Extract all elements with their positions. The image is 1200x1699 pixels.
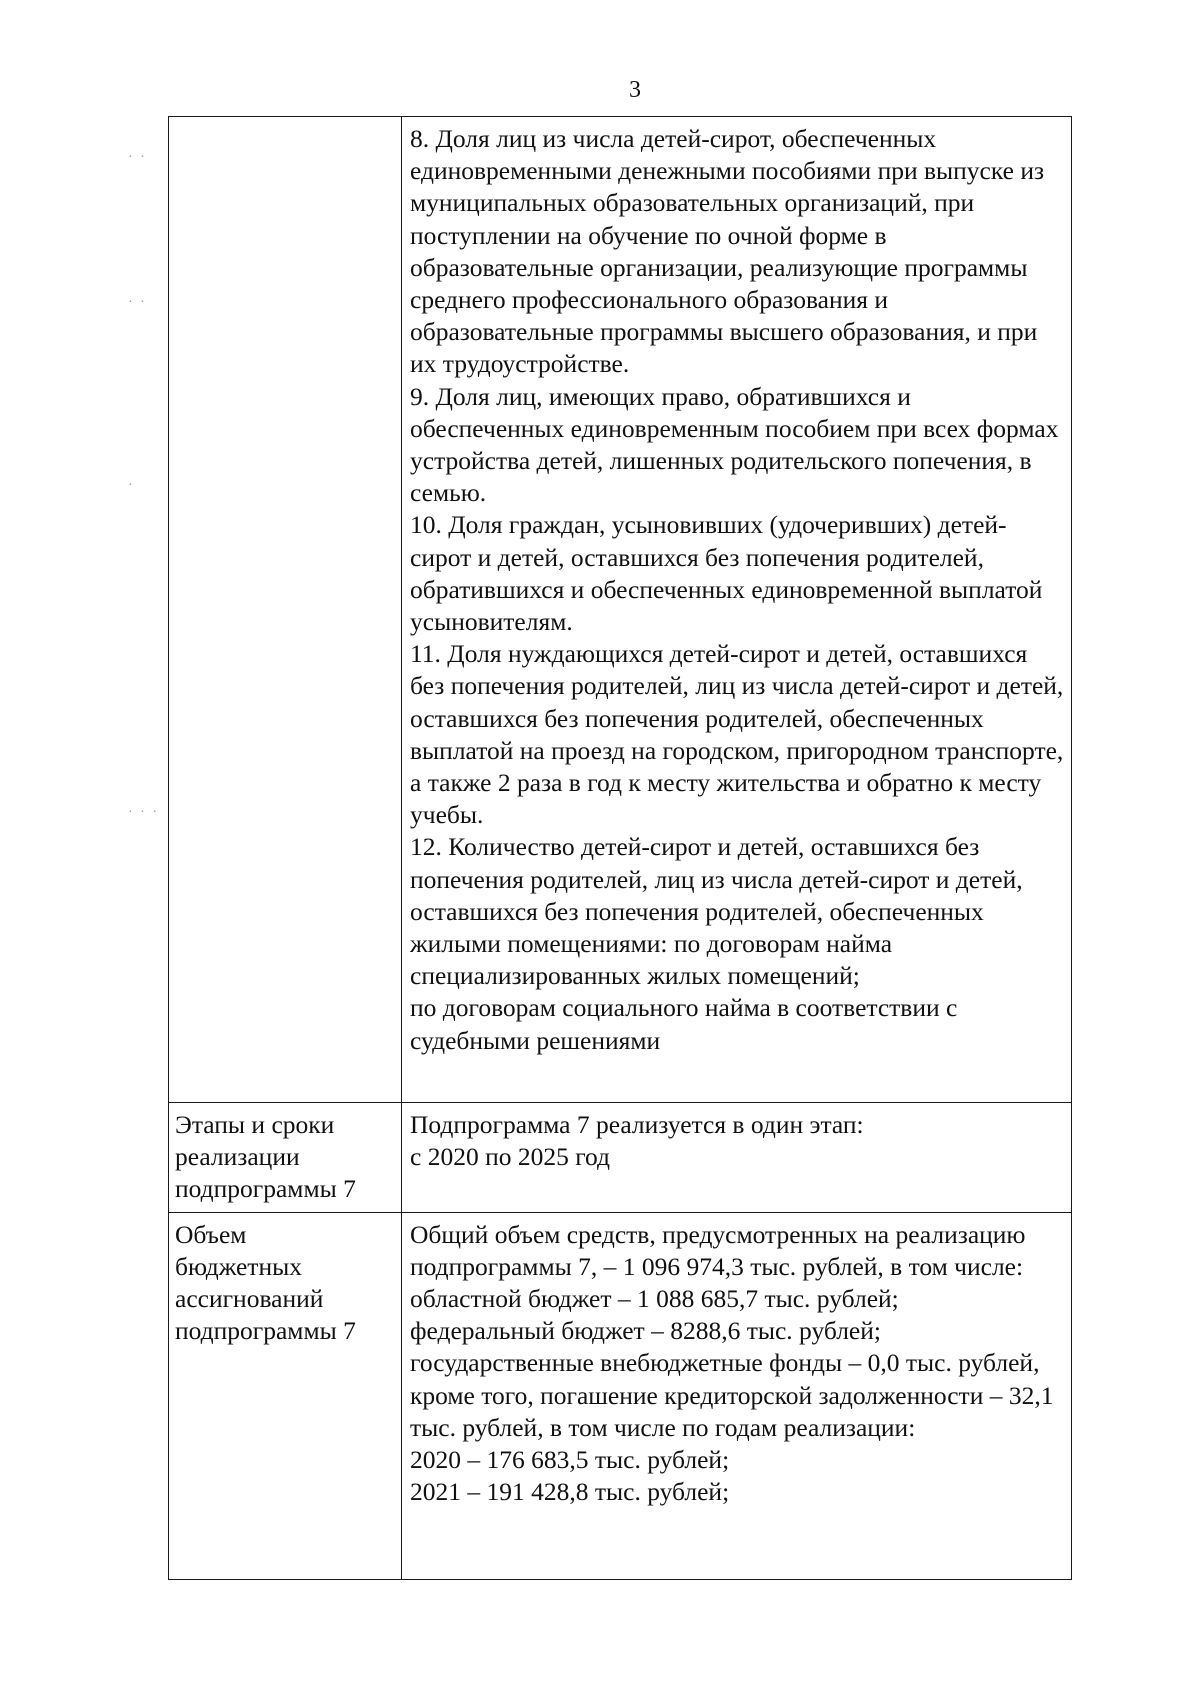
indicator-item: 10. Доля граждан, усыновивших (удочеривших) детей-сирот и детей, оставшихся без попечения родителей, обратившихся и обеспеченных единовременной выплатой усыновителям.	[410, 510, 1043, 637]
margin-mark: · ·	[128, 295, 147, 310]
stages-label-cell	[169, 1103, 402, 1213]
budget-label: ассигнований	[175, 1284, 324, 1314]
margin-mark: · ·	[128, 150, 147, 165]
indicator-item: 12. Количество детей-сирот и детей, оставшихся без попечения родителей, лиц из числа детей-сирот и детей, оставшихся без попечения родителей, обеспеченных жилыми помещениями: по договорам найма специализированных жилых помещений;	[410, 832, 1023, 991]
stages-content-cell	[402, 1103, 1072, 1213]
indicator-item: 11. Доля нуждающихся детей-сирот и детей, оставшихся без попечения родителей, лиц из числа детей-сирот и детей, оставшихся без попечения родителей, обеспеченных выплатой на проезд на городском, пригородном транспорте, а также 2 раза в год к месту жительства и обратно к месту учебы.	[410, 639, 1064, 830]
table-row	[169, 1103, 1072, 1213]
indicator-item: 8. Доля лиц из числа детей-сирот, обеспеченных единовременными денежными пособиями при выпуске из муниципальных образовательных организаций, при поступлении на обучение по очной форме в образовательные организации, реализующие программы среднего профессионального образования и образовательные программы высшего образования, и при их трудоустройстве.	[410, 124, 1045, 379]
stages-label: подпрограммы 7	[175, 1174, 356, 1204]
indicator-item: по договорам социального найма в соответствии с судебными решениями	[410, 993, 958, 1055]
empty-label-cell	[169, 117, 402, 1103]
budget-line: кроме того, погашение кредиторской задолженности – 32,1 тыс. рублей, в том числе по годам реализации:	[410, 1380, 1054, 1442]
budget-label-cell	[169, 1212, 402, 1579]
budget-line: 2020 – 176 683,5 тыс. рублей;	[410, 1445, 730, 1475]
subprogram-passport-table	[168, 116, 1072, 1580]
budget-line: Общий объем средств, предусмотренных на реализацию подпрограммы 7, – 1 096 974,3 тыс. рублей, в том числе:	[410, 1219, 1026, 1281]
stages-text: Подпрограмма 7 реализуется в один этап:	[410, 1110, 864, 1139]
budget-line: федеральный бюджет – 8288,6 тыс. рублей;	[410, 1316, 881, 1346]
budget-label: Объем	[175, 1219, 247, 1249]
indicators-cell	[402, 117, 1072, 1103]
stages-text: с 2020 по 2025 год	[410, 1142, 611, 1172]
budget-label: подпрограммы 7	[175, 1316, 356, 1346]
indicator-item: 9. Доля лиц, имеющих право, обратившихся и обеспеченных единовременным пособием при всех формах устройства детей, лишенных родительского попечения, в семью.	[410, 381, 1059, 508]
budget-line: областной бюджет – 1 088 685,7 тыс. рублей;	[410, 1284, 899, 1314]
budget-line: 2021 – 191 428,8 тыс. рублей;	[410, 1477, 730, 1507]
table-row	[169, 117, 1072, 1103]
stages-label: реализации	[175, 1142, 300, 1172]
budget-content-cell	[402, 1212, 1072, 1579]
stages-label: Этапы и сроки	[175, 1110, 335, 1139]
table-row	[169, 1212, 1072, 1579]
budget-line: государственные внебюджетные фонды – 0,0 тыс. рублей,	[410, 1348, 1040, 1378]
page-number: 3	[629, 77, 641, 103]
budget-label: бюджетных	[175, 1251, 302, 1281]
margin-mark: · · ·	[128, 805, 159, 820]
margin-mark: ·	[128, 478, 135, 493]
